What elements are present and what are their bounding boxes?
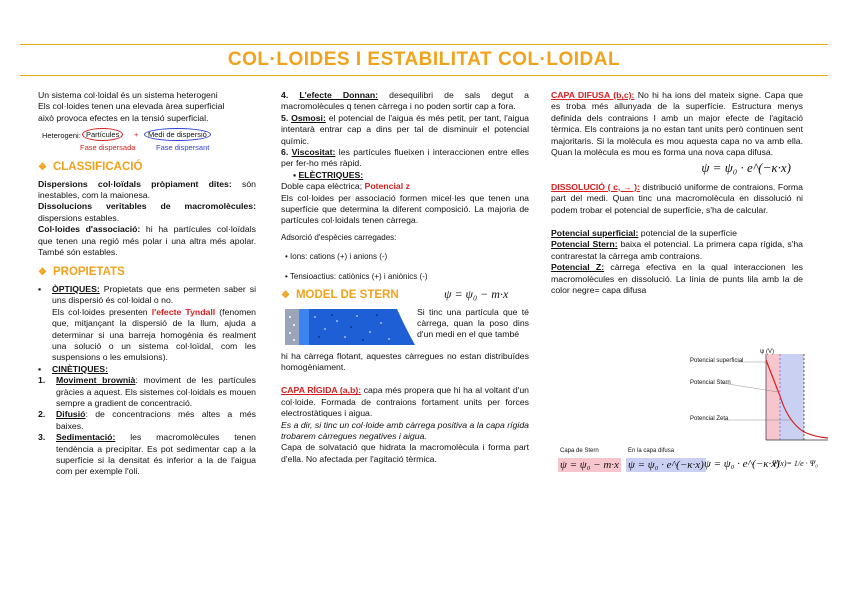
bullet-icon: •: [285, 252, 291, 262]
item-viscositat: 6. Viscositat: les partícules flueixen i interaccionen entre elles per fer-ho més ràpid.: [281, 147, 529, 169]
classif-item-3: Col·loides d'associació: hi ha partícules col·loïdals que tenen una regió més polar i una altra més apolar. També són estables.: [38, 224, 256, 258]
particles-oval: Partícules: [82, 128, 123, 141]
bullet-icon: •: [285, 271, 290, 281]
cinetiques-1: 1. Moviment brownià: moviment de les partícules gràcies a aquest. Els sistemes col·loidals es mouen sempre a gradient de concentració.: [38, 375, 256, 408]
capa-solvatacio: Capa de solvatació que hidrata la macromolècula i forma part d'ella. No afectada per l'agitació tèrmica.: [281, 442, 529, 464]
capa-rigida-italic: Es a dir, si tinc un col·loide amb càrrega positiva a la capa rígida trobarem càrregues negatives i aigua.: [281, 419, 529, 441]
phase-dispersed-label: Fase dispersada: [80, 143, 136, 153]
title-rule-top: [20, 44, 828, 45]
stern-heading: ❖ MODEL DE STERN ψ = ψ₀ − m·x: [281, 287, 509, 302]
eq-difusa: ψ = ψ₀ · e^(−κ·x): [628, 459, 704, 471]
classif-item-1: Dispersions col·loïdals pròpiament dites: són inestables, com la maionesa.: [38, 178, 257, 201]
page-title: COL·LOIDES I ESTABILITAT COL·LOIDAL: [227, 49, 621, 70]
diamond-icon: ❖: [38, 267, 47, 279]
heterogeni-diagram: [38, 128, 256, 154]
diagram-lead: Heterogeni:: [42, 131, 81, 141]
electriques-text: Els col·loides per associació formen micel·les que tenen una superfície que determina la diferent composició. La majoria de partícules col·loidals tenen càrrega.: [281, 192, 529, 226]
eq-label-difusa: En la capa difusa: [628, 448, 675, 454]
intro-line-2: Els col·loides tenen una elevada àrea superficial: [38, 101, 225, 112]
dissolucio-paragraph: DISSOLUCIÓ ( c, → ): distribució uniforme de contraions. Forma part del medi. Quan tinc una macromolècula en dissolució ni podem trobar el potencial de superfície, s'ha de calcular.: [551, 181, 803, 215]
potential-graph-svg: [690, 352, 830, 444]
tyndall-paragraph: Els col·loides presenten l'efecte Tyndall (fenomen que, mitjançant la dispersió de la llum, ajuda a determinar si una barreja homogènia és realment una solució o un sistema col·loïdal, com les suspensions o les emulsions).: [52, 306, 256, 363]
intro-line-3: això provoca efectes en la tensió superficial.: [38, 112, 209, 123]
eq-stern: ψ = ψ₀ − m·x: [560, 459, 619, 471]
diamond-icon: ❖: [38, 162, 47, 174]
stern-formula: ψ = ψ₀ − m·x: [444, 287, 509, 302]
item-donnan: 4. L'efecte Donnan: desequilibri de sals degut a macromolècules q tenen càrrega i no poden sortir cap a fora.: [281, 90, 530, 112]
pot-z-line: Potencial Z: càrrega efectiva en la qual interaccionen les macromolècules en dissolució. La línia de punts lila amb la de color negre= capa difusa: [551, 262, 803, 296]
equations-strip: [556, 447, 836, 481]
optiques-item: ▪ ÒPTIQUES: Propietats que ens permeten saber si uns dispersió és col·loidal o no.: [38, 283, 256, 306]
difusa-formula: ψ = ψ₀ · e^(−κ·x): [701, 160, 791, 176]
graph-label-stern: Potencial Stern: [690, 380, 731, 386]
item-osmosi: 5. Osmosi: el potencial de l'aigua és més petit, per tant, l'aigua intentarà entrar cap a dins per tal de disminuir el potencial químic.: [281, 112, 529, 146]
intro-line-1: Un sistema col·loidal és un sistema heterogeni: [38, 90, 218, 100]
ions-line: • Ions: cations (+) i anions (-): [285, 252, 388, 262]
eq-general: ψ = ψ₀ · e^(−κ·x): [704, 458, 780, 470]
plus-sign: +: [134, 130, 139, 140]
diamond-icon: ❖: [281, 290, 290, 302]
bullet-icon: ▪: [293, 169, 299, 180]
title-rule-bottom: [20, 75, 828, 76]
graph-axis-label: ψ (V): [760, 349, 774, 355]
capa-rigida-paragraph: CAPA RÍGIDA (a,b): capa més propera que hi ha al voltant d'un col·loide. Formada de contraions fortament units per forces electrostàtiques i aigua.: [281, 385, 529, 419]
tensioactius-line: • Tensioactius: catiònics (+) i aniònics (-): [285, 271, 428, 281]
phase-dispersant-label: Fase dispersant: [156, 143, 210, 153]
stern-particle-diagram: [285, 307, 415, 349]
pot-stern-line: Potencial Stern: baixa el potencial. La primera capa rígida, s'ha contrarestat la càrrega amb contraions.: [551, 239, 803, 261]
title-block: [20, 44, 828, 76]
stern-diagram-row: [281, 307, 529, 351]
stern-side-text: Si tinc una partícula que té càrrega, quan la poso dins d'un medi en el que també: [417, 306, 529, 340]
cinetiques-2: 2. Difusió: de concentracions més altes a més baixes.: [38, 409, 256, 431]
electriques-item: ▪ ELÈCTRIQUES:: [293, 169, 364, 180]
potential-graph: [690, 349, 830, 444]
pot-sup-line: Potencial superficial: potencial de la superfície: [551, 228, 737, 239]
graph-label-superficial: Potencial superficial: [690, 358, 744, 364]
adsorcio-line: Adsorció d'espècies carregades:: [281, 232, 397, 242]
doble-capa-line: Doble capa elèctrica; Potencial z: [281, 181, 410, 192]
bullet-icon: ▪: [38, 283, 42, 294]
medium-oval: Medi de dispersió: [144, 128, 211, 141]
column-3: [551, 90, 803, 297]
eq-kappa: Ψ(x)= 1/e · Ψ₀: [772, 459, 819, 468]
cinetiques-item: ▪ CINÈTIQUES:: [38, 363, 108, 374]
column-1: [38, 90, 256, 478]
eq-label-stern: Capa de Stern: [560, 448, 599, 454]
graph-label-zeta: Potencial Zeta: [690, 416, 729, 422]
classification-heading: ❖ CLASSIFICACIÓ: [38, 161, 143, 174]
column-2: [281, 90, 529, 465]
properties-heading: ❖ PROPIETATS: [38, 266, 125, 279]
bullet-icon: ▪: [38, 363, 42, 374]
classif-item-2: Dissolucions veritables de macromolècules: dispersions estables.: [38, 201, 256, 223]
capa-difusa-paragraph: CAPA DIFUSA (b,c): No hi ha ions del mateix signe. Capa que es troba més allunyada de la superfície. Estructura menys definida dels contraions I amb un major efecte de l'agitació tèrmica. Els contraions ja no estan tant units però continuen sent majoritaris. Si la molècula es mou aquesta capa no va amb ella. Quan la molècula es mou es forma una nova capa difusa.: [551, 90, 803, 158]
stern-full-text: hi ha càrrega flotant, aquestes càrregues no estan distribuïdes homogèniament.: [281, 350, 529, 372]
cinetiques-3: 3. Sedimentació: les macromolècules tenen tendència a precipitar. Es pot sedimentar cap a la superfície si la densitat és inferior a la de l'aigua com per exemple l'oli.: [38, 432, 256, 477]
